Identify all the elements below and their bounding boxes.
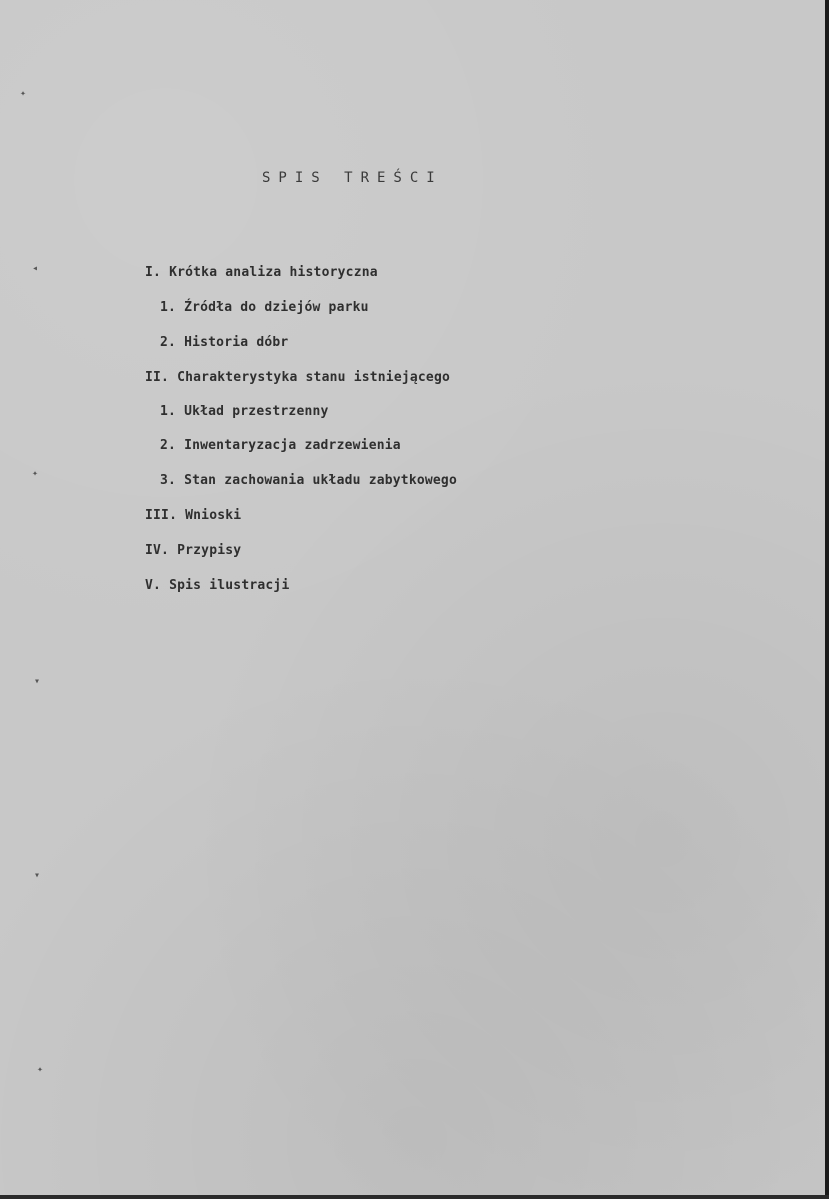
scan-edge-right (825, 0, 829, 1199)
punch-hole-mark: ▾ (34, 676, 41, 687)
toc-entry-subsection-1-1: 1. Źródła do dziejów parku (160, 300, 369, 315)
toc-entry-section-3: III. Wnioski (145, 508, 242, 523)
scan-edge-bottom (0, 1195, 829, 1199)
toc-entry-subsection-2-3: 3. Stan zachowania układu zabytkowego (160, 473, 457, 488)
page-title: SPIS TREŚCI (262, 170, 443, 186)
punch-hole-mark: ◂ (32, 263, 39, 274)
toc-entry-section-1: I. Krótka analiza historyczna (145, 265, 378, 280)
toc-entry-section-4: IV. Przypisy (145, 543, 242, 558)
punch-hole-mark: ✦ (37, 1064, 44, 1075)
punch-hole-mark: ✦ (20, 88, 27, 99)
toc-entry-subsection-2-1: 1. Układ przestrzenny (160, 404, 329, 419)
toc-entry-section-2: II. Charakterystyka stanu istniejącego (145, 370, 451, 385)
toc-entry-section-5: V. Spis ilustracji (145, 578, 290, 593)
punch-hole-mark: ▾ (34, 870, 41, 881)
toc-entry-subsection-1-2: 2. Historia dóbr (160, 335, 289, 350)
punch-hole-mark: ✦ (32, 468, 39, 479)
toc-entry-subsection-2-2: 2. Inwentaryzacja zadrzewienia (160, 438, 401, 453)
